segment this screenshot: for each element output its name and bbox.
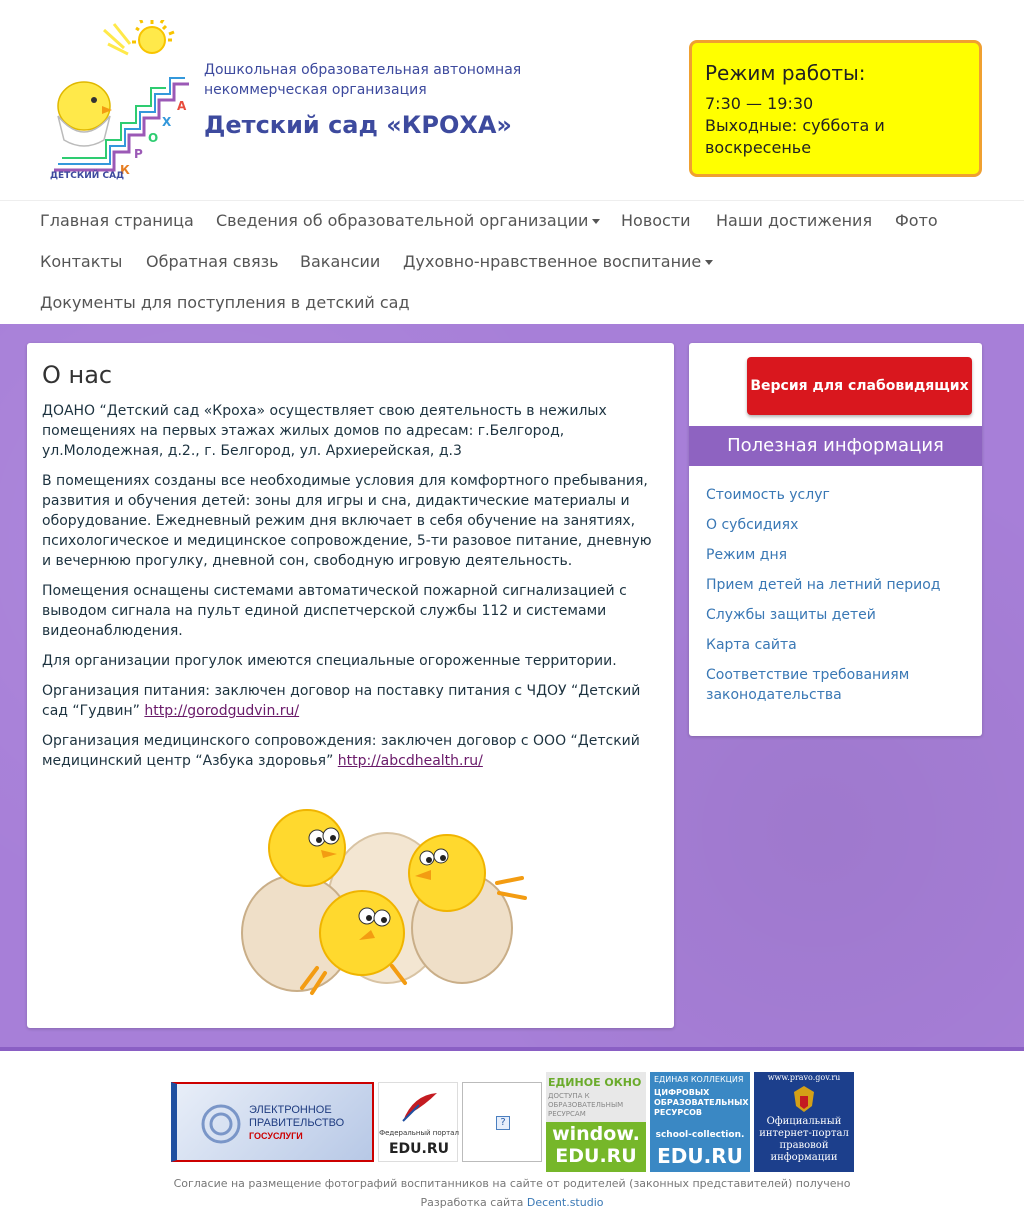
developer-credit: [0, 1196, 1024, 1209]
nav-achievements[interactable]: Наши достижения: [716, 211, 873, 230]
school-collection-l2: EDU.RU: [657, 1144, 743, 1168]
low-vision-version-button[interactable]: Версия для слабовидящих: [747, 357, 972, 415]
org-subtitle: Дошкольная образовательная автономная некоммерческая организация: [204, 62, 522, 98]
nav-photo[interactable]: Фото: [895, 211, 938, 230]
medical-text: Организация медицинского сопровождения: заключен договор с ООО “Детский медицинский центр “Азбука здоровья”: [42, 733, 640, 769]
window-edu-sub: ДОСТУПА К ОБРАЗОВАТЕЛЬНЫМ РЕСУРСАМ: [548, 1092, 624, 1118]
developer-link[interactable]: Decent.studio: [526, 1196, 604, 1209]
feather-icon: [399, 1091, 439, 1125]
paragraph-medical: [42, 731, 659, 771]
nav-contacts[interactable]: Контакты: [40, 252, 123, 271]
paragraph: В помещениях созданы все необходимые условия для комфортного пребывания, развития и обучения детей: зоны для игры и сна, дидактические материалы и оборудование. Ежедневный режим дня включает в себя обучение на занятиях, психологическое и медицинское сопровождение, 5-ти разовое питание, дневную и вечернюю прогулку, дневной сон, свободную игровую деятельность.: [42, 473, 652, 569]
kindergarten-logo[interactable]: [44, 20, 194, 182]
hours-time: 7:30 — 19:30: [705, 94, 814, 113]
abcdhealth-link[interactable]: http://abcdhealth.ru/: [337, 753, 483, 769]
broken-image-banner[interactable]: [462, 1082, 542, 1162]
broken-image-icon: ?: [496, 1116, 510, 1130]
logo-letter: Х: [162, 115, 172, 129]
edu-ru-banner[interactable]: [378, 1082, 458, 1162]
caret-down-icon: [705, 260, 713, 265]
nav-info-label: Сведения об образовательной организации: [216, 211, 589, 230]
school-collection-banner[interactable]: [650, 1072, 750, 1172]
nav-home[interactable]: Главная страница: [40, 211, 194, 230]
logo-caption: ДЕТСКИЙ САД: [50, 171, 125, 181]
chick-icon: [58, 82, 112, 146]
sidebar-link-subsidies[interactable]: О субсидиях: [706, 517, 799, 533]
working-hours-box: [689, 40, 982, 177]
logo-letter: Р: [134, 147, 143, 161]
gosuslugi-emblem-icon: [199, 1102, 243, 1146]
gosuslugi-banner[interactable]: [171, 1082, 374, 1162]
pravo-url: www.pravo.gov.ru: [767, 1073, 841, 1082]
site-header: [0, 0, 1024, 200]
paragraph: Помещения оснащены системами автоматической пожарной сигнализацией с выводом сигнала на пульт единой диспетчерской службы 112 и системами видеонаблюдения.: [42, 583, 627, 639]
main-content: [27, 343, 674, 1028]
gosuslugi-line1: ЭЛЕКТРОННОЕ: [249, 1104, 332, 1116]
window-edu-banner[interactable]: [546, 1072, 646, 1172]
gosuslugi-line2: ПРАВИТЕЛЬСТВО: [249, 1117, 345, 1129]
photo-consent-text: Согласие на размещение фотографий воспитанников на сайте от родителей (законных представителей) получено: [173, 1177, 851, 1190]
hours-weekend: Выходные: суббота и воскресенье: [705, 116, 885, 157]
sidebar-link-daily-schedule[interactable]: Режим дня: [706, 547, 788, 563]
hours-title: Режим работы:: [705, 61, 866, 85]
sidebar-link-summer-admission[interactable]: Прием детей на летний период: [706, 577, 941, 593]
pravo-text: Официальный интернет-портал правовой информации: [759, 1116, 849, 1163]
developer-prefix: Разработка сайта: [420, 1196, 524, 1209]
coat-of-arms-icon: [792, 1084, 816, 1114]
catering-text: Организация питания: заключен договор на поставку питания с ЧДОУ “Детский сад “Гудвин”: [42, 683, 641, 719]
paragraph: Для организации прогулок имеются специальные огороженные территории.: [42, 653, 617, 669]
useful-info-list: [706, 485, 966, 715]
nav-feedback[interactable]: Обратная связь: [146, 252, 279, 271]
caret-down-icon: [592, 219, 600, 224]
logo-letter: А: [177, 99, 187, 113]
nav-vacancies[interactable]: Вакансии: [300, 252, 381, 271]
sidebar-link-sitemap[interactable]: Карта сайта: [706, 637, 797, 653]
nav-info-dropdown[interactable]: [216, 211, 600, 230]
page-title: О нас: [42, 361, 113, 389]
school-collection-l1: school-collection.: [655, 1130, 745, 1140]
edu-ru-small: Федеральный портал: [379, 1129, 459, 1137]
pravo-gov-banner[interactable]: [754, 1072, 854, 1172]
nav-news[interactable]: Новости: [621, 211, 691, 230]
useful-info-heading: Полезная информация: [689, 426, 982, 466]
logo-letter: К: [120, 163, 130, 177]
window-edu-top: ЕДИНОЕ ОКНО: [548, 1076, 642, 1089]
nav-spiritual-dropdown[interactable]: [403, 252, 713, 271]
logo-letter: О: [148, 131, 159, 145]
nav-spiritual-label: Духовно-нравственное воспитание: [403, 252, 702, 271]
school-collection-top: ЕДИНАЯ КОЛЛЕКЦИЯ: [654, 1075, 744, 1084]
gosuslugi-line3: ГОСУСЛУГИ: [249, 1131, 303, 1141]
edu-ru-label: EDU.RU: [388, 1141, 450, 1157]
school-collection-sub: ЦИФРОВЫХ ОБРАЗОВАТЕЛЬНЫХ РЕСУРСОВ: [654, 1088, 749, 1117]
window-edu-l2: EDU.RU: [555, 1145, 637, 1167]
sidebar-link-prices[interactable]: Стоимость услуг: [706, 487, 830, 503]
main-nav: [0, 200, 1024, 324]
sidebar-link-compliance[interactable]: Соответствие требованиям законодательства: [706, 667, 910, 703]
nav-documents[interactable]: Документы для поступления в детский сад: [40, 293, 410, 312]
gudvin-link[interactable]: http://gorodgudvin.ru/: [144, 703, 300, 719]
sidebar: [689, 343, 982, 736]
org-title: Детский сад «КРОХА»: [204, 111, 512, 139]
chicks-illustration: [237, 798, 537, 1008]
window-edu-l1: window.: [552, 1123, 640, 1145]
sidebar-link-child-protection[interactable]: Службы защиты детей: [706, 607, 876, 623]
site-footer: [0, 1051, 1024, 1230]
sun-icon: [104, 20, 174, 54]
paragraph-catering: [42, 681, 659, 721]
paragraph: ДОАНО “Детский сад «Кроха» осуществляет свою деятельность в нежилых помещениях на первых этажах жилых домов по адресам: г.Белгород, ул.Молодежная, д.2., г. Белгород, ул. Архиерейская, д.3: [42, 403, 607, 459]
